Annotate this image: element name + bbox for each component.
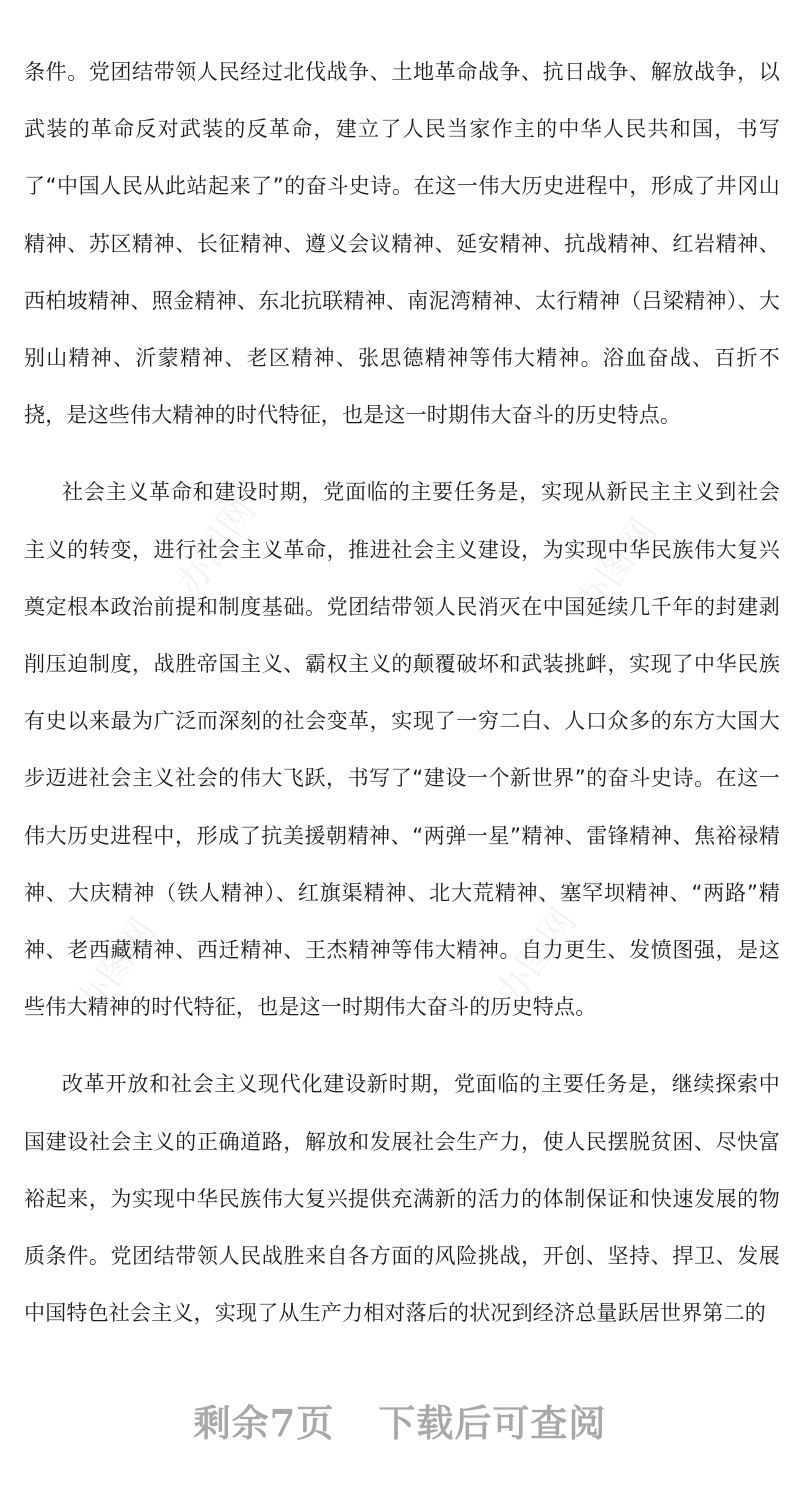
download-prompt[interactable] <box>0 1393 800 1447</box>
watermark: 办图网 <box>488 901 585 1014</box>
remaining-pages-label: 剩余7页 <box>193 1401 335 1445</box>
watermark: 办图网 <box>168 491 265 604</box>
watermark: 办图网 <box>68 911 165 1024</box>
download-to-view-label: 下载后可查阅 <box>378 1401 607 1445</box>
watermark: 办图网 <box>568 511 665 624</box>
paragraph: 社会主义革命和建设时期，党面临的主要任务是，实现从新民主主义到社会主义的转变，进行社会主义革命，推进社会主义建设，为实现中华民族伟大复兴奠定根本政治前提和制度基础。党团结带领人民消灭在中国延续几千年的封建剥削压迫制度，战胜帝国主义、霸权主义的颠覆破坏和武装挑衅，实现了中华民族有史以来最为广泛而深刻的社会变革，实现了一穷二白、人口众多的东方大国大步迈进社会主义社会的伟大飞跃，书写了“建设一个新世界”的奋斗史诗。在这一伟大历史进程中，形成了抗美援朝精神、“两弹一星”精神、雷锋精神、焦裕禄精神、大庆精神（铁人精神）、红旗渠精神、北大荒精神、塞罕坝精神、“两路”精神、老西藏精神、西迁精神、王杰精神等伟大精神。自力更生、发愤图强，是这些伟大精神的时代特征，也是这一时期伟大奋斗的历史特点。 <box>24 480 780 1020</box>
document-body <box>24 44 780 1342</box>
paragraph: 条件。党团结带领人民经过北伐战争、土地革命战争、抗日战争、解放战争，以武装的革命反对武装的反革命，建立了人民当家作主的中华人民共和国，书写了“中国人民从此站起来了”的奋斗史诗。在这一伟大历史进程中，形成了井冈山精神、苏区精神、长征精神、遵义会议精神、延安精神、抗战精神、红岩精神、西柏坡精神、照金精神、东北抗联精神、南泥湾精神、太行精神（吕梁精神）、大别山精神、沂蒙精神、老区精神、张思德精神等伟大精神。浴血奋战、百折不挠，是这些伟大精神的时代特征，也是这一时期伟大奋斗的历史特点。 <box>24 60 780 428</box>
paragraph: 改革开放和社会主义现代化建设新时期，党面临的主要任务是，继续探索中国建设社会主义的正确道路，解放和发展社会生产力，使人民摆脱贫困、尽快富裕起来，为实现中华民族伟大复兴提供充满新的活力的体制保证和快速发展的物质条件。党团结带领人民战胜来自各方面的风险挑战，开创、坚持、捍卫、发展中国特色社会主义，实现了从生产力相对落后的状况到经济总量跃居世界第二的 <box>24 1072 780 1326</box>
